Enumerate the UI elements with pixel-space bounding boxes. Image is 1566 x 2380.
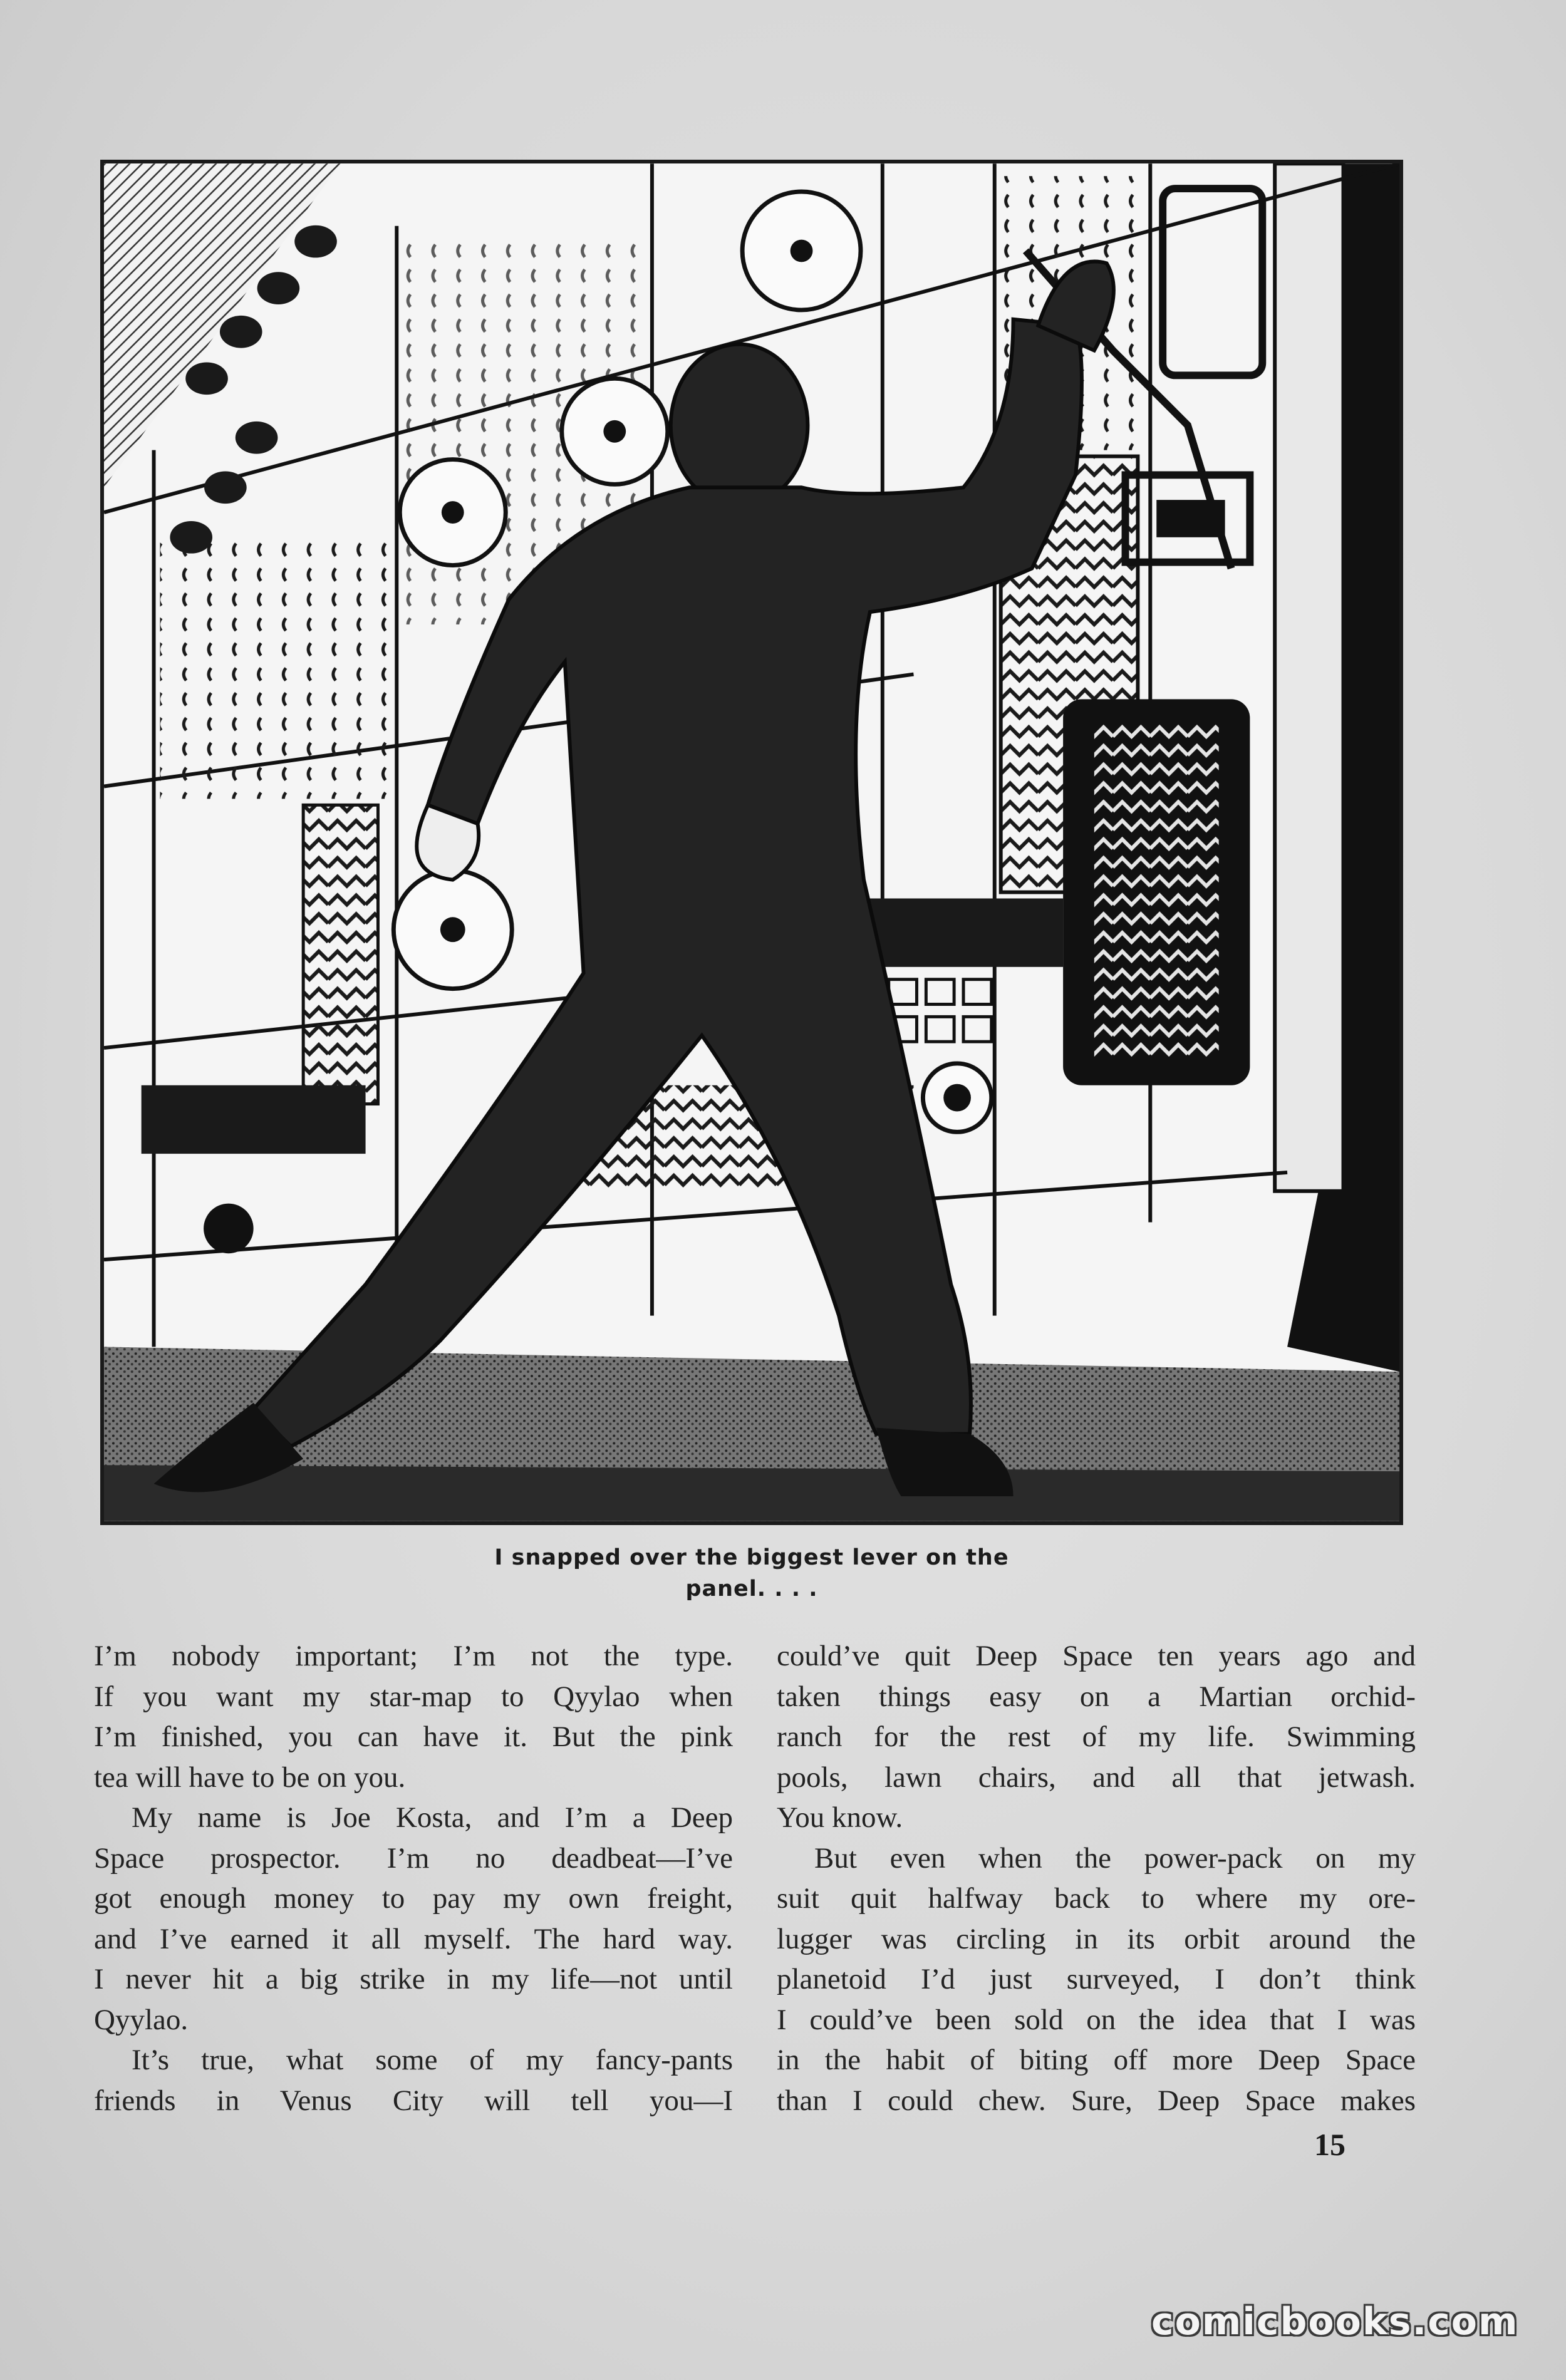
- text-line: taken things easy on a Martian orchid-: [777, 1680, 1416, 1713]
- text-line: But even when the power-pack on my: [814, 1841, 1416, 1875]
- text-line: I’m finished, you can have it. But the pink: [94, 1720, 733, 1753]
- text-line: My name is Joe Kosta, and I’m a Deep: [132, 1801, 733, 1834]
- text-line: I could’ve been sold on the idea that I was: [777, 2003, 1416, 2036]
- illustration-man-at-control-panel: [100, 160, 1403, 1525]
- text-line: I never hit a big strike in my life—not until: [94, 1963, 733, 1995]
- caption-line: I snapped over the biggest lever on the: [494, 1545, 1009, 1570]
- page-number: 15: [1314, 2127, 1346, 2162]
- text-line: It’s true, what some of my fancy-pants: [132, 2044, 733, 2076]
- text-line: ranch for the rest of my life. Swimming: [777, 1720, 1416, 1753]
- text-column-left: [94, 1636, 733, 2121]
- illustration-caption: [351, 1542, 1153, 1605]
- text-line: than I could chew. Sure, Deep Space makes: [777, 2084, 1416, 2117]
- text-line: If you want my star-map to Qyylao when: [94, 1680, 733, 1713]
- text-line: planetoid I’d just surveyed, I don’t think: [777, 1963, 1416, 1995]
- text-line: suit quit halfway back to where my ore-: [777, 1882, 1416, 1915]
- text-line: lugger was circling in its orbit around the: [777, 1922, 1416, 1955]
- caption-line: panel. . . .: [685, 1576, 818, 1601]
- text-column-right: [777, 1636, 1416, 2121]
- text-line: tea will have to be on you.: [94, 1761, 406, 1794]
- text-line: got enough money to pay my own freight,: [94, 1882, 733, 1915]
- text-line: friends in Venus City will tell you—I: [94, 2084, 733, 2117]
- text-line: could’ve quit Deep Space ten years ago and: [777, 1640, 1416, 1672]
- text-line: pools, lawn chairs, and all that jetwash.: [777, 1761, 1416, 1794]
- text-line: Space prospector. I’m no deadbeat—I’ve: [94, 1841, 733, 1875]
- text-line: Qyylao.: [94, 2003, 189, 2036]
- text-line: You know.: [777, 1801, 903, 1834]
- text-line: and I’ve earned it all myself. The hard way.: [94, 1922, 733, 1955]
- text-line: in the habit of biting off more Deep Space: [777, 2044, 1416, 2076]
- watermark: comicbooks.com: [1151, 2300, 1519, 2344]
- text-line: I’m nobody important; I’m not the type.: [94, 1640, 733, 1672]
